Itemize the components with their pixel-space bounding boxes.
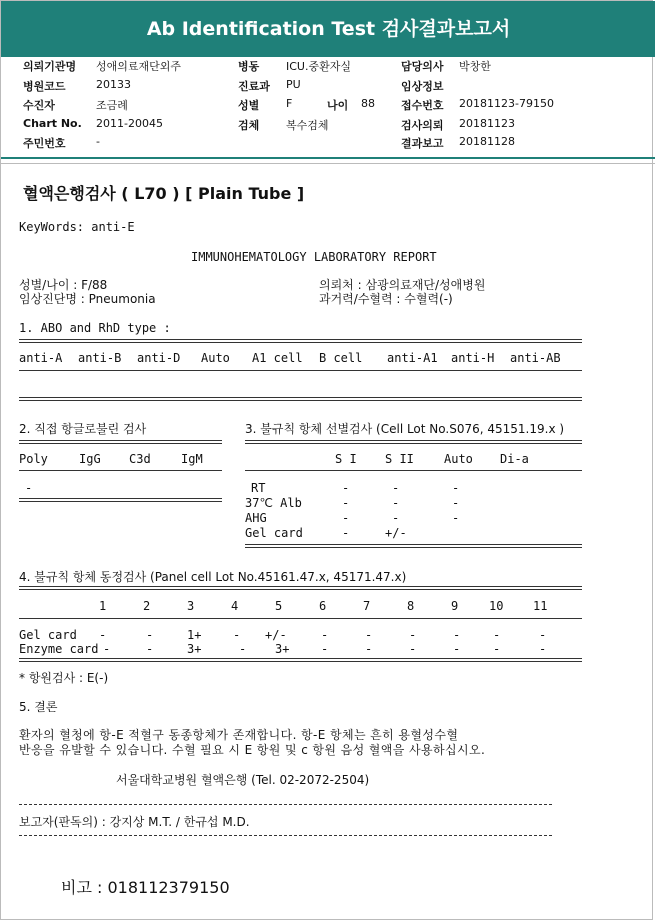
panel-col-header: 3 [187,599,195,613]
test-title: 혈액은행검사 ( L70 ) [ Plain Tube ] [23,184,305,203]
panel-cell: - [239,642,247,656]
panel-cell: - [493,642,501,656]
screen-col-header: Auto [444,452,473,466]
info-value: - [96,135,100,148]
panel-col-header: 6 [319,599,327,613]
abo-col-header: Auto [201,351,230,365]
antigen-test: * 항원검사 : E(-) [19,671,109,685]
panel-cell: - [539,642,547,656]
panel-cell: 3+ [187,642,202,656]
screen-col-header: S I [335,452,357,466]
abo-col-header: anti-A [19,351,63,365]
info-value: 88 [361,97,375,110]
panel-cell: - [409,642,417,656]
panel-cell: - [321,628,329,642]
panel-cell: 3+ [275,642,290,656]
info-key: 결과보고 [401,137,444,150]
abo-col-header: A1 cell [252,351,303,365]
panel-col-header: 10 [489,599,504,613]
screen-cell: - [392,496,400,510]
double-rule [19,440,222,444]
abo-col-header: anti-D [137,351,181,365]
rule [19,618,582,619]
info-key: 임상정보 [401,80,444,93]
panel-cell: 1+ [187,628,202,642]
info-value: 20181123 [459,117,515,130]
conclusion-line: 환자의 혈청에 항-E 적혈구 동종항체가 존재합니다. 항-E 항체는 흔히 용혈성수혈 [19,728,459,742]
rule [19,370,582,371]
rule [19,470,222,471]
section1-title: 1. ABO and RhD type : [19,321,171,335]
info-value: 2011-20045 [96,117,163,130]
screen-cell: - [342,481,350,495]
info-divider [1,157,655,159]
abo-col-header: anti-A1 [387,351,438,365]
info-key: 접수번호 [401,99,444,112]
panel-cell: - [99,628,107,642]
panel-cell: +/- [265,628,287,642]
dat-col-header: IgG [79,452,101,466]
double-rule [245,440,582,444]
abo-col-header: anti-H [451,351,495,365]
panel-cell: - [146,642,154,656]
dashed-rule [19,835,552,836]
info-block [1,57,655,157]
panel-cell: - [365,642,373,656]
panel-col-header: 2 [143,599,151,613]
info-value: 20181128 [459,135,515,148]
info-value: 성애의료재단외주 [96,60,182,73]
section4-title: 4. 불규칙 항체 동정검사 (Panel cell Lot No.45161.47.x, 45171.47.x) [19,570,407,584]
panel-col-header: 1 [99,599,107,613]
info-key: 주민번호 [23,137,66,150]
info-value: ICU.중환자실 [286,60,351,73]
screen-cell: - [392,511,400,525]
info-key: 병원코드 [23,80,66,93]
double-rule [19,586,582,590]
screen-row-label: AHG [245,511,267,525]
sex-age: 성별/나이 : F/88 [19,278,108,292]
info-value: 20181123-79150 [459,97,554,110]
panel-col-header: 11 [533,599,548,613]
abo-col-header: anti-B [78,351,122,365]
keywords: KeyWords: anti-E [19,220,135,234]
dashed-rule [19,804,552,805]
panel-cell: - [365,628,373,642]
panel-cell: - [233,628,241,642]
panel-cell: - [539,628,547,642]
panel-row-label: Gel card [19,628,77,642]
screen-cell: - [342,496,350,510]
double-rule [245,544,582,548]
info-key: 성별 [238,99,260,112]
section5-title: 5. 결론 [19,700,58,714]
info-value: F [286,97,293,110]
screen-cell: - [342,511,350,525]
panel-col-header: 4 [231,599,239,613]
double-rule [19,339,582,343]
section3-title: 3. 불규칙 항체 선별검사 (Cell Lot No.S076, 45151.19.x ) [245,422,565,436]
screen-cell: - [452,481,460,495]
abo-col-header: B cell [319,351,363,365]
abo-col-header: anti-AB [510,351,561,365]
panel-cell: - [453,628,461,642]
panel-col-header: 8 [407,599,415,613]
screen-cell: - [392,481,400,495]
double-rule [19,397,582,401]
screen-cell: - [452,496,460,510]
rule [245,470,582,471]
info-key: 검사의뢰 [401,119,444,132]
dat-col-header: IgM [181,452,203,466]
panel-col-header: 9 [451,599,459,613]
panel-cell: - [409,628,417,642]
screen-row-label: RT [251,481,266,495]
info-value: 20133 [96,78,131,91]
panel-cell: - [146,628,154,642]
panel-cell: - [103,642,111,656]
info-key: 병동 [238,60,260,73]
reporter: 보고자(판독의) : 강지상 M.T. / 한규섭 M.D. [19,815,250,829]
info-value: 박창한 [459,60,491,73]
info-value: 조금례 [96,99,128,112]
info-divider [1,163,655,164]
section2-title: 2. 직접 항글로불린 검사 [19,422,147,436]
conclusion-line: 반응을 유발할 수 있습니다. 수혈 필요 시 E 항원 및 c 항원 음성 혈액을 사용하십시오. [19,743,486,757]
info-key: Chart No. [23,117,82,130]
panel-col-header: 5 [275,599,283,613]
panel-row-label: Enzyme card [19,642,99,656]
referrer: 의뢰처 : 삼광의료재단/성애병원 [319,278,486,292]
screen-row-label: Gel card [245,526,303,540]
dat-value: - [25,481,33,495]
screen-cell: - [452,511,460,525]
panel-col-header: 7 [363,599,371,613]
info-key: 나이 [327,99,349,112]
info-key: 진료과 [238,80,270,93]
note: 비고 : 018112379150 [61,878,230,897]
report-heading: IMMUNOHEMATOLOGY LABORATORY REPORT [191,250,437,264]
report-banner: Ab Identification Test 검사결과보고서 [1,1,655,57]
panel-cell: - [321,642,329,656]
double-rule [19,498,222,502]
dat-col-header: C3d [129,452,151,466]
info-value: PU [286,78,301,91]
info-key: 의뢰기관명 [23,60,77,73]
hospital-contact: 서울대학교병원 혈액은행 (Tel. 02-2072-2504) [116,773,370,787]
screen-col-header: Di-a [500,452,529,466]
dat-col-header: Poly [19,452,48,466]
panel-cell: - [453,642,461,656]
info-key: 수진자 [23,99,55,112]
panel-cell: - [493,628,501,642]
info-key: 담당의사 [401,60,444,73]
screen-cell: +/- [385,526,407,540]
info-key: 검체 [238,119,260,132]
screen-col-header: S II [385,452,414,466]
diagnosis: 임상진단명 : Pneumonia [19,292,156,306]
transfusion-history: 과거력/수혈력 : 수혈력(-) [319,292,453,306]
screen-row-label: 37℃ Alb [245,496,302,510]
double-rule [19,658,582,662]
info-value: 복수검체 [286,119,329,132]
screen-cell: - [342,526,350,540]
